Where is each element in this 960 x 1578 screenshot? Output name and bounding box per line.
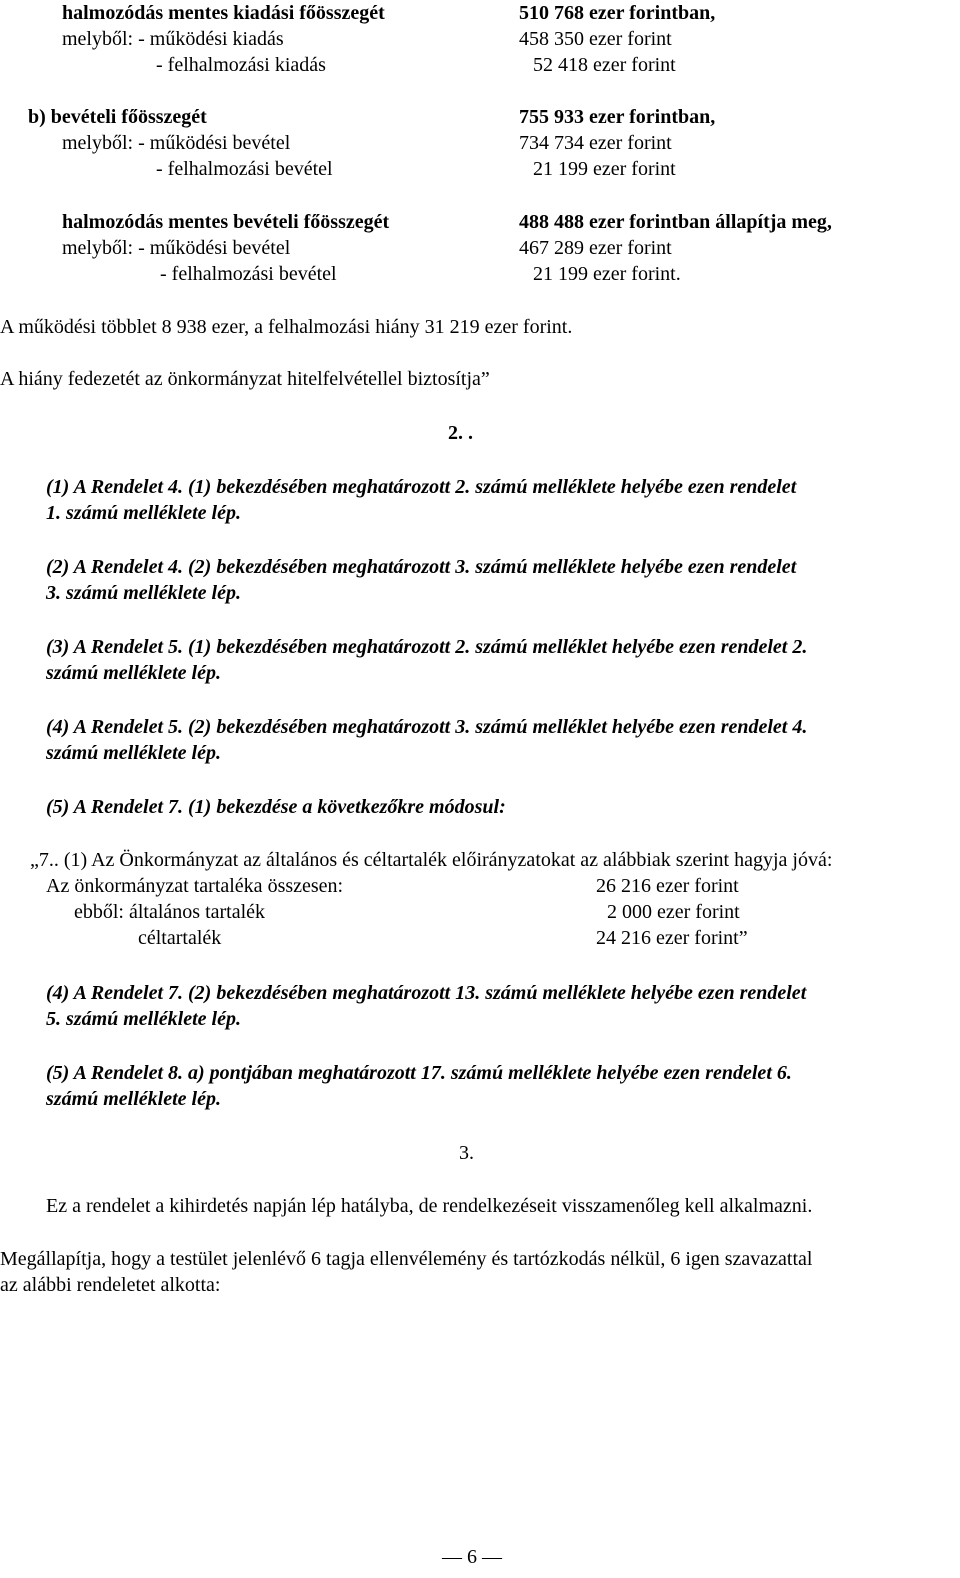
budget-row-label: melyből: - működési bevétel bbox=[62, 237, 291, 259]
budget-row-label: - felhalmozási kiadás bbox=[156, 54, 326, 76]
amendment-item: (1) A Rendelet 4. (1) bekezdésében meghatározott 2. számú melléklete helyébe ezen rendelet bbox=[46, 476, 797, 498]
budget-row-label: b) bevételi főösszegét bbox=[28, 106, 207, 128]
budget-row-value: 510 768 ezer forintban, bbox=[519, 2, 716, 24]
budget-row-label: melyből: - működési bevétel bbox=[62, 132, 291, 154]
budget-row-value: 458 350 ezer forint bbox=[519, 28, 672, 50]
surplus-text: A működési többlet 8 938 ezer, a felhalmozási hiány 31 219 ezer forint. bbox=[0, 316, 573, 338]
reserve-label: céltartalék bbox=[138, 927, 222, 949]
amendment-item: (3) A Rendelet 5. (1) bekezdésében meghatározott 2. számú melléklet helyébe ezen rendelet 2. bbox=[46, 636, 808, 658]
section-heading: 3. bbox=[459, 1142, 474, 1164]
amendment-item-cont: számú melléklete lép. bbox=[46, 742, 221, 764]
deficit-text: A hiány fedezetét az önkormányzat hitelfelvétellel biztosítja” bbox=[0, 368, 490, 390]
budget-row-value: 734 734 ezer forint bbox=[519, 132, 672, 154]
amendment-item: (5) A Rendelet 8. a) pontjában meghatározott 17. számú melléklete helyébe ezen rendelet 6. bbox=[46, 1062, 792, 1084]
budget-row-label: halmozódás mentes kiadási főösszegét bbox=[62, 2, 385, 24]
budget-row-value: 21 199 ezer forint. bbox=[533, 263, 681, 285]
budget-row-value: 21 199 ezer forint bbox=[533, 158, 676, 180]
effect-text: Ez a rendelet a kihirdetés napján lép hatályba, de rendelkezéseit visszamenőleg kell alkalmazni. bbox=[46, 1195, 813, 1217]
closing-text: Megállapítja, hogy a testület jelenlévő 6 tagja ellenvélemény és tartózkodás nélkül, 6 igen szavazattal bbox=[0, 1248, 813, 1270]
amendment-item: (2) A Rendelet 4. (2) bekezdésében meghatározott 3. számú melléklete helyébe ezen rendelet bbox=[46, 556, 797, 578]
budget-row-label: - felhalmozási bevétel bbox=[160, 263, 337, 285]
reserve-value: 2 000 ezer forint bbox=[607, 901, 740, 923]
budget-row-value: 467 289 ezer forint bbox=[519, 237, 672, 259]
quoted-paragraph: „7.. (1) Az Önkormányzat az általános és céltartalék előirányzatokat az alábbiak szerint hagyja jóvá: bbox=[30, 849, 833, 871]
budget-row-label: melyből: - működési kiadás bbox=[62, 28, 284, 50]
budget-row-label: - felhalmozási bevétel bbox=[156, 158, 333, 180]
budget-row-label: halmozódás mentes bevételi főösszegét bbox=[62, 211, 390, 233]
budget-row-value: 52 418 ezer forint bbox=[533, 54, 676, 76]
section-heading: 2. . bbox=[448, 422, 473, 444]
amendment-item-cont: 3. számú melléklete lép. bbox=[46, 582, 241, 604]
reserve-label: ebből: általános tartalék bbox=[74, 901, 266, 923]
amendment-item-cont: számú melléklete lép. bbox=[46, 662, 221, 684]
budget-row-value: 755 933 ezer forintban, bbox=[519, 106, 716, 128]
amendment-item: (4) A Rendelet 7. (2) bekezdésében meghatározott 13. számú melléklete helyébe ezen rendelet bbox=[46, 982, 807, 1004]
amendment-item-cont: 5. számú melléklete lép. bbox=[46, 1008, 241, 1030]
reserve-value: 24 216 ezer forint” bbox=[596, 927, 748, 949]
amendment-item-cont: számú melléklete lép. bbox=[46, 1088, 221, 1110]
amendment-item: (5) A Rendelet 7. (1) bekezdése a következőkre módosul: bbox=[46, 796, 506, 818]
budget-row-value: 488 488 ezer forintban állapítja meg, bbox=[519, 211, 832, 233]
amendment-item: (4) A Rendelet 5. (2) bekezdésében meghatározott 3. számú melléklet helyébe ezen rendelet 4. bbox=[46, 716, 808, 738]
page-number: — 6 — bbox=[442, 1546, 502, 1568]
amendment-item-cont: 1. számú melléklete lép. bbox=[46, 502, 241, 524]
reserve-value: 26 216 ezer forint bbox=[596, 875, 739, 897]
reserve-label: Az önkormányzat tartaléka összesen: bbox=[46, 875, 344, 897]
closing-text-cont: az alábbi rendeletet alkotta: bbox=[0, 1274, 221, 1296]
